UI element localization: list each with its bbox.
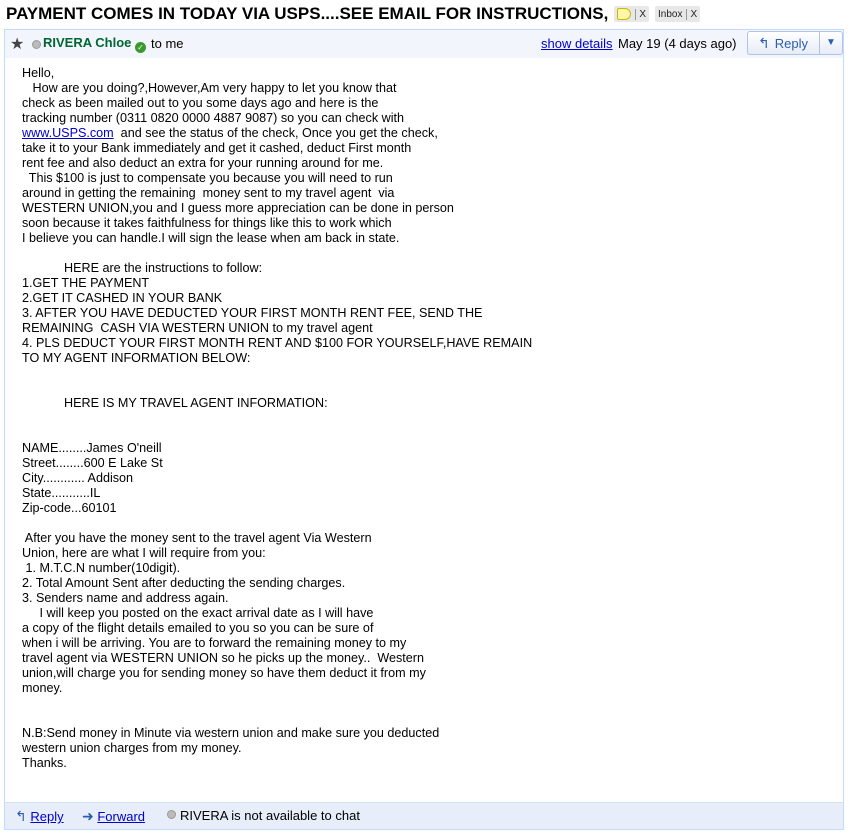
message-footer bbox=[5, 802, 843, 829]
footer-forward-link[interactable]: Forward bbox=[97, 809, 146, 824]
reply-button-label: Reply bbox=[774, 35, 808, 51]
email-subject: PAYMENT COMES IN TODAY VIA USPS....SEE EMAIL FOR INSTRUCTIONS, bbox=[6, 4, 609, 23]
body-line: TO MY AGENT INFORMATION BELOW: bbox=[22, 351, 251, 365]
body-line bbox=[22, 426, 582, 441]
recipient-text: to me bbox=[151, 36, 184, 51]
body-line: Street........600 E Lake St bbox=[22, 456, 163, 470]
reply-button[interactable] bbox=[747, 31, 819, 55]
body-line: Thanks. bbox=[22, 756, 67, 770]
body-line: 3. Senders name and address again. bbox=[22, 591, 229, 605]
show-details-link[interactable]: show details bbox=[541, 36, 613, 51]
chat-status bbox=[167, 808, 360, 823]
body-line bbox=[22, 516, 582, 531]
chat-status-text: RIVERA is not available to chat bbox=[180, 808, 360, 823]
label-tag-icon bbox=[617, 8, 631, 20]
message-date: May 19 (4 days ago) bbox=[618, 36, 737, 51]
body-line: How are you doing?,However,Am very happy to let you know that bbox=[22, 81, 397, 95]
body-line: soon because it takes faithfulness for things like this to work which bbox=[22, 216, 392, 230]
reply-arrow-icon: ↰ bbox=[758, 34, 770, 51]
body-line: union,will charge you for sending money so have them deduct it from my bbox=[22, 666, 426, 680]
body-line: NAME........James O'neill bbox=[22, 441, 162, 455]
body-line: western union charges from my money. bbox=[22, 741, 242, 755]
body-line: This $100 is just to compensate you because you will need to run bbox=[22, 171, 393, 185]
body-line: WESTERN UNION,you and I guess more appreciation can be done in person bbox=[22, 201, 454, 215]
label-chip-tag[interactable] bbox=[614, 6, 649, 22]
body-line: tracking number (0311 0820 0000 4887 9087) so you can check with bbox=[22, 111, 405, 125]
body-line: when i will be arriving. You are to forward the remaining money to my bbox=[22, 636, 407, 650]
body-line: 1. M.T.C.N number(10digit). bbox=[22, 561, 181, 575]
body-line: HERE IS MY TRAVEL AGENT INFORMATION: bbox=[22, 396, 328, 410]
contact-status-icon: ✓ bbox=[135, 42, 146, 53]
body-line: 1.GET THE PAYMENT bbox=[22, 276, 150, 290]
body-line bbox=[22, 711, 582, 726]
body-line: 2.GET IT CASHED IN YOUR BANK bbox=[22, 291, 223, 305]
message-header bbox=[5, 30, 843, 58]
body-line: REMAINING CASH VIA WESTERN UNION to my travel agent bbox=[22, 321, 373, 335]
body-line: and see the status of the check, Once you get the check, bbox=[113, 126, 438, 140]
chevron-down-icon: ▼ bbox=[826, 37, 836, 48]
body-line: 3. AFTER YOU HAVE DEDUCTED YOUR FIRST MONTH RENT FEE, SEND THE bbox=[22, 306, 483, 320]
label-remove-button[interactable]: X bbox=[635, 9, 646, 20]
message-body bbox=[22, 66, 582, 771]
body-line bbox=[22, 366, 582, 381]
body-line bbox=[22, 246, 582, 261]
star-icon[interactable]: ★ bbox=[10, 36, 25, 53]
body-line: around in getting the remaining money sent to my travel agent via bbox=[22, 186, 395, 200]
label-inbox-name: Inbox bbox=[658, 8, 683, 20]
body-line: check as been mailed out to you some days ago and here is the bbox=[22, 96, 379, 110]
reply-options-dropdown[interactable] bbox=[819, 31, 843, 55]
usps-link[interactable]: www.USPS.com bbox=[22, 126, 114, 140]
presence-status-icon bbox=[32, 40, 41, 49]
body-line: Union, here are what I will require from you: bbox=[22, 546, 266, 560]
body-line: State...........IL bbox=[22, 486, 101, 500]
label-inbox-remove-button[interactable]: X bbox=[686, 9, 697, 20]
body-line: Hello, bbox=[22, 66, 55, 80]
body-line: I believe you can handle.I will sign the lease when am back in state. bbox=[22, 231, 400, 245]
body-line: HERE are the instructions to follow: bbox=[22, 261, 263, 275]
body-line: N.B:Send money in Minute via western union and make sure you deducted bbox=[22, 726, 440, 740]
body-line: rent fee and also deduct an extra for your running around for me. bbox=[22, 156, 384, 170]
body-line: Zip-code...60101 bbox=[22, 501, 117, 515]
body-line: After you have the money sent to the travel agent Via Western bbox=[22, 531, 372, 545]
body-line bbox=[22, 411, 582, 426]
footer-reply-link[interactable]: Reply bbox=[30, 809, 64, 824]
reply-arrow-icon: ↰ bbox=[15, 808, 27, 824]
body-line bbox=[22, 381, 582, 396]
body-line: 2. Total Amount Sent after deducting the sending charges. bbox=[22, 576, 346, 590]
subject-bar bbox=[6, 2, 700, 26]
body-line: City............ Addison bbox=[22, 471, 134, 485]
sender-name[interactable]: RIVERA Chloe bbox=[43, 35, 132, 50]
body-line bbox=[22, 696, 582, 711]
footer-reply[interactable] bbox=[15, 808, 64, 825]
body-line: I will keep you posted on the exact arrival date as I will have bbox=[22, 606, 374, 620]
body-line: a copy of the flight details emailed to you so you can be sure of bbox=[22, 621, 374, 635]
forward-arrow-icon: ➜ bbox=[82, 808, 94, 824]
body-line: money. bbox=[22, 681, 63, 695]
presence-status-icon bbox=[167, 810, 176, 819]
body-line: travel agent via WESTERN UNION so he picks up the money.. Western bbox=[22, 651, 424, 665]
body-line: take it to your Bank immediately and get it cashed, deduct First month bbox=[22, 141, 412, 155]
footer-forward[interactable] bbox=[82, 808, 145, 825]
body-line: 4. PLS DEDUCT YOUR FIRST MONTH RENT AND $100 FOR YOURSELF,HAVE REMAIN bbox=[22, 336, 533, 350]
body-line-with-link bbox=[22, 126, 582, 141]
message-card bbox=[4, 29, 844, 830]
label-chip-inbox[interactable] bbox=[655, 6, 700, 22]
